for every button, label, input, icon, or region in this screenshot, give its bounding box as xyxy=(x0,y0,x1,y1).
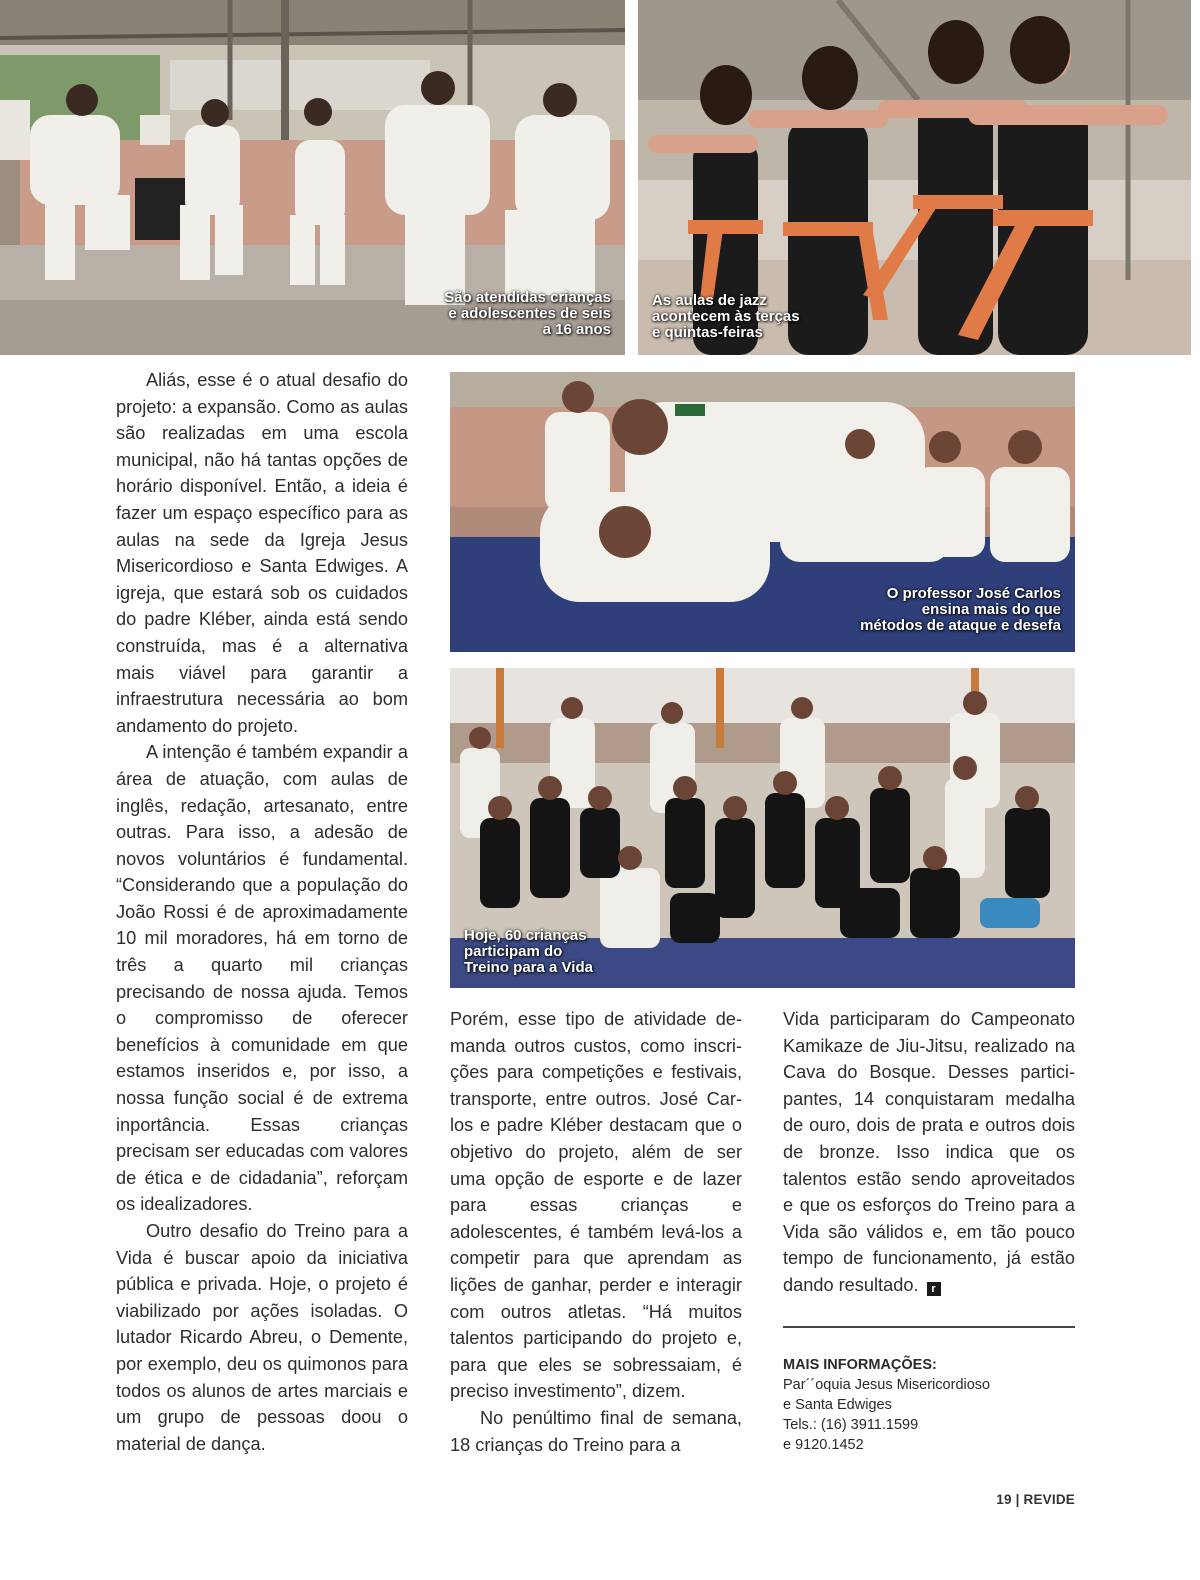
article-paragraph: Porém, esse tipo de atividade demanda outros custos, como inscrições para competições e festivais, transporte, entre outros. José Carlos e padre Kléber destacam que o objetivo do projeto, além de ser uma opção de esporte e de lazer para essas crianças e adolescentes, é também levá-los a competir para que aprendam as lições de ganhar, perder e interagir com outros atletas. “Há muitos talentos participando do projeto e, para que eles se sobressaiam, é preciso investimento”, dizem. xyxy=(450,1009,742,1402)
more-info-phone: Tels.: (16) 3911.1599 xyxy=(783,1417,919,1433)
photo-jazz-dancers xyxy=(638,0,1191,355)
karate-photo-caption: São atendidas crianças e adolescentes de seis a 16 anos xyxy=(444,289,611,338)
photo-karate-class xyxy=(0,0,625,355)
article-paragraph xyxy=(783,1006,1075,1299)
more-info-box xyxy=(783,1355,1075,1455)
article-paragraph-text: Vida participaram do Campeonato Kamikaze de Jiu-Jitsu, realizado na Cava do Bosque. Desses participantes, 14 conquistaram medalha de ouro, dois de prata e outros dois de bronze. Isso indica que os talentos estão sendo aproveitados e que os esforços do Treino para a Vida são válidos e, em tão pouco tempo de funcionamento, já estão dando resultado. xyxy=(783,1009,1075,1295)
article-paragraph: A intenção é também expandir a área de atuação, com aulas de inglês, redação, artesanato, entre outras. Para isso, a adesão de novos voluntários é fundamental. “Considerando que a população do João Rossi é de aproximadamente 10 mil moradores, há em torno de três a quarto mil crianças precisando de nossa ajuda. Temos o compromisso de oferecer benefícios à comunidade em que estamos inseridos e, por isso, a nossa função social é de extrema inportância. Essas crianças precisam ser educadas com valores de ética e de cidadania”, reforçam os idealizadores. xyxy=(116,742,408,1215)
article-paragraph: Aliás, esse é o atual desafio do projeto: a expansão. Como as aulas são realizadas em uma escola municipal, não há tantas opções de horário disponível. Então, a ideia é fazer um espaço específico para as aulas na sede da Igreja Jesus Misericordioso e Santa Edwiges. A igreja, que estará sob os cuidados do padre Kléber, ainda está sendo construída, mas é a alternativa mais viável para garantir a infraestrutura necessária ao bom andamento do projeto. xyxy=(116,370,408,736)
info-divider xyxy=(783,1326,1075,1328)
jiujitsu-photo-caption: O professor José Carlos ensina mais do que métodos de ataque e desefa xyxy=(860,585,1061,634)
article-column-1 xyxy=(116,367,408,1457)
article-paragraph: No penúltimo final de semana, 18 crianças do Treino para a xyxy=(450,1407,742,1455)
more-info-line: e Santa Edwiges xyxy=(783,1397,892,1413)
revide-end-mark-icon: r xyxy=(927,1282,941,1296)
more-info-line: Par´´oquia Jesus Misericordioso xyxy=(783,1377,991,1393)
article-column-2 xyxy=(450,1006,742,1458)
group-photo-caption: Hoje, 60 crianças participam do Treino para a Vida xyxy=(464,927,593,976)
photo-group-children xyxy=(450,668,1075,988)
page-folio: 19 | REVIDE xyxy=(996,1492,1075,1507)
photo-jiujitsu-instructor xyxy=(450,372,1075,652)
article-column-3 xyxy=(783,1006,1075,1299)
more-info-heading: MAIS INFORMAÇÕES: xyxy=(783,1357,937,1373)
jazz-photo-caption: As aulas de jazz acontecem às terças e quintas-feiras xyxy=(652,292,800,341)
article-paragraph: Outro desafio do Treino para a Vida é buscar apoio da iniciativa pública e privada. Hoje, o projeto é viabilizado por ações isoladas. O lutador Ricardo Abreu, o Demente, por exemplo, deu os quimonos para todos os alunos de artes marciais e um grupo de pessoas doou o material de dança. xyxy=(116,1221,408,1454)
more-info-phone: e 9120.1452 xyxy=(783,1437,864,1453)
